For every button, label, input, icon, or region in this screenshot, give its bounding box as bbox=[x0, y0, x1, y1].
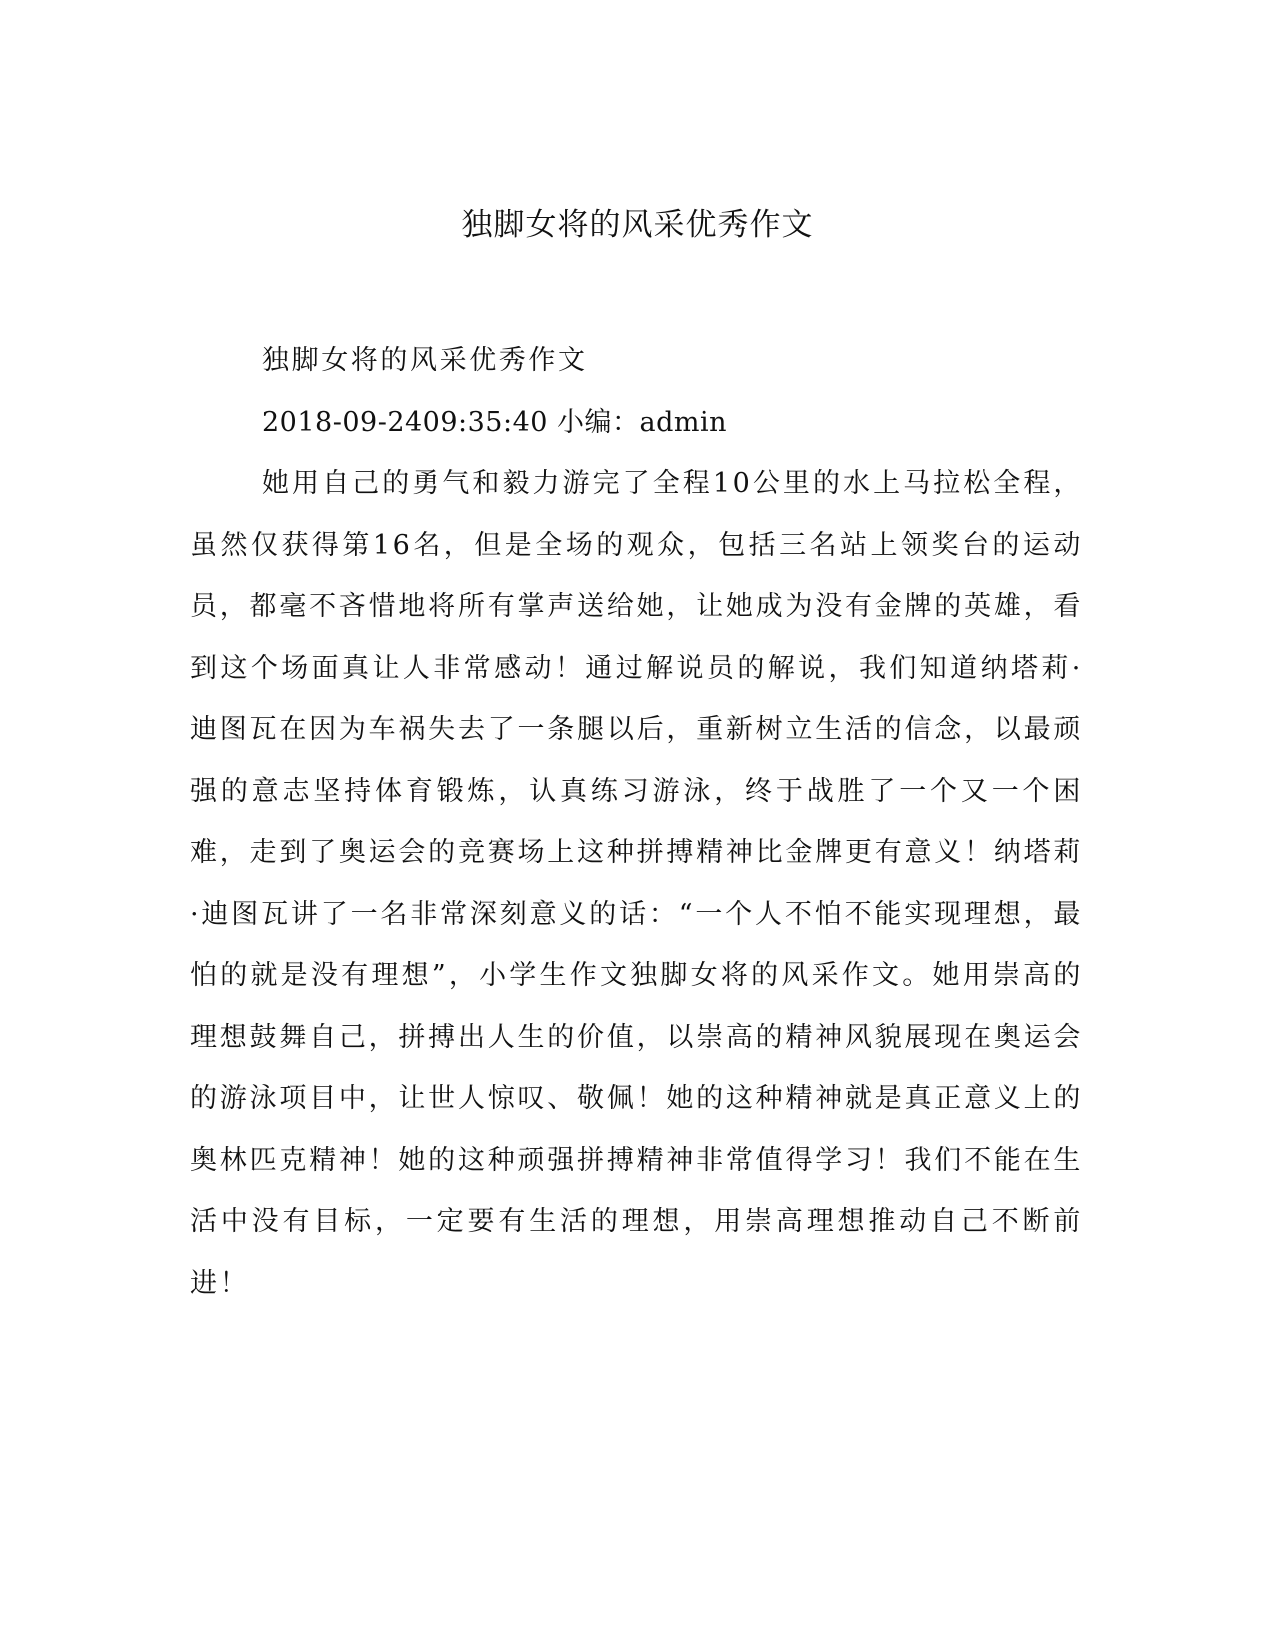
document-meta: 2018-09-2409:35:40 小编：admin bbox=[262, 406, 728, 438]
document-paragraph: 她用自己的勇气和毅力游完了全程10公里的水上马拉松全程，虽然仅获得第16名，但是全场的观众，包括三名站上领奖台的运动员，都毫不吝惜地将所有掌声送给她，让她成为没有金牌的英雄，看到这个场面真让人非常感动！通过解说员的解说，我们知道纳塔莉·迪图瓦在因为车祸失去了一条腿以后，重新树立生活的信念，以最顽强的意志坚持体育锻炼，认真练习游泳，终于战胜了一个又一个困难，走到了奥运会的竞赛场上这种拼搏精神比金牌更有意义！纳塔莉·迪图瓦讲了一名非常深刻意义的话：“一个人不怕不能实现理想，最怕的就是没有理想”，小学生作文独脚女将的风采作文。她用崇高的理想鼓舞自己，拼搏出人生的价值，以崇高的精神风貌展现在奥运会的游泳项目中，让世人惊叹、敬佩！她的这种精神就是真正意义上的奥林匹克精神！她的这种顽强拼搏精神非常值得学习！我们不能在生活中没有目标，一定要有生活的理想，用崇高理想推动自己不断前进！ bbox=[190, 468, 1083, 1299]
document-subtitle: 独脚女将的风采优秀作文 bbox=[262, 345, 588, 376]
document-body bbox=[190, 330, 1083, 1314]
document-title: 独脚女将的风采优秀作文 bbox=[461, 207, 814, 243]
